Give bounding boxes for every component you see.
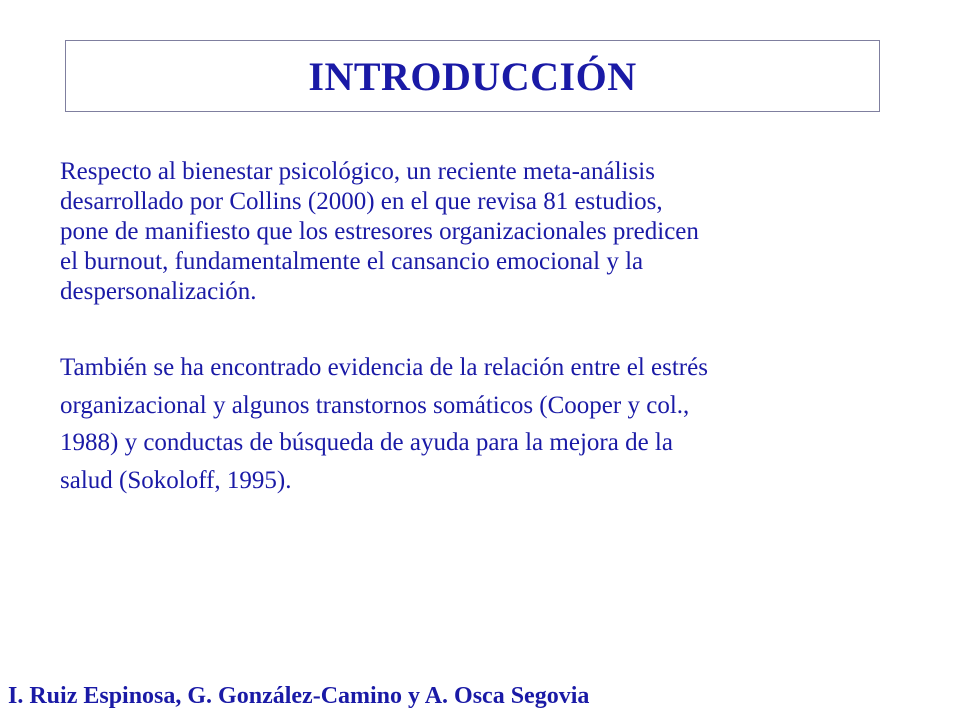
paragraph-line: 1988) y conductas de búsqueda de ayuda para la mejora de la bbox=[60, 429, 673, 456]
title-box bbox=[65, 40, 880, 112]
footer-authors: I. Ruiz Espinosa, G. González-Camino y A. Osca Segovia bbox=[8, 683, 590, 709]
paragraph-line: salud (Sokoloff, 1995). bbox=[60, 466, 292, 494]
page-title: INTRODUCCIÓN bbox=[308, 53, 637, 99]
paragraph-line: el burnout, fundamentalmente el cansancio emocional y la bbox=[60, 248, 644, 275]
paragraph-line: También se ha encontrado evidencia de la relación entre el estrés bbox=[60, 354, 708, 381]
paragraph-line: desarrollado por Collins (2000) en el que revisa 81 estudios, bbox=[60, 188, 663, 215]
paragraph-line: Respecto al bienestar psicológico, un reciente meta-análisis bbox=[60, 158, 655, 185]
paragraph-line: pone de manifiesto que los estresores organizacionales predicen bbox=[60, 218, 699, 245]
paragraph-line: organizacional y algunos transtornos somáticos (Cooper y col., bbox=[60, 391, 690, 419]
paragraph-line: despersonalización. bbox=[60, 278, 257, 305]
paragraph-2 bbox=[60, 349, 708, 499]
paragraph-1 bbox=[60, 157, 699, 307]
